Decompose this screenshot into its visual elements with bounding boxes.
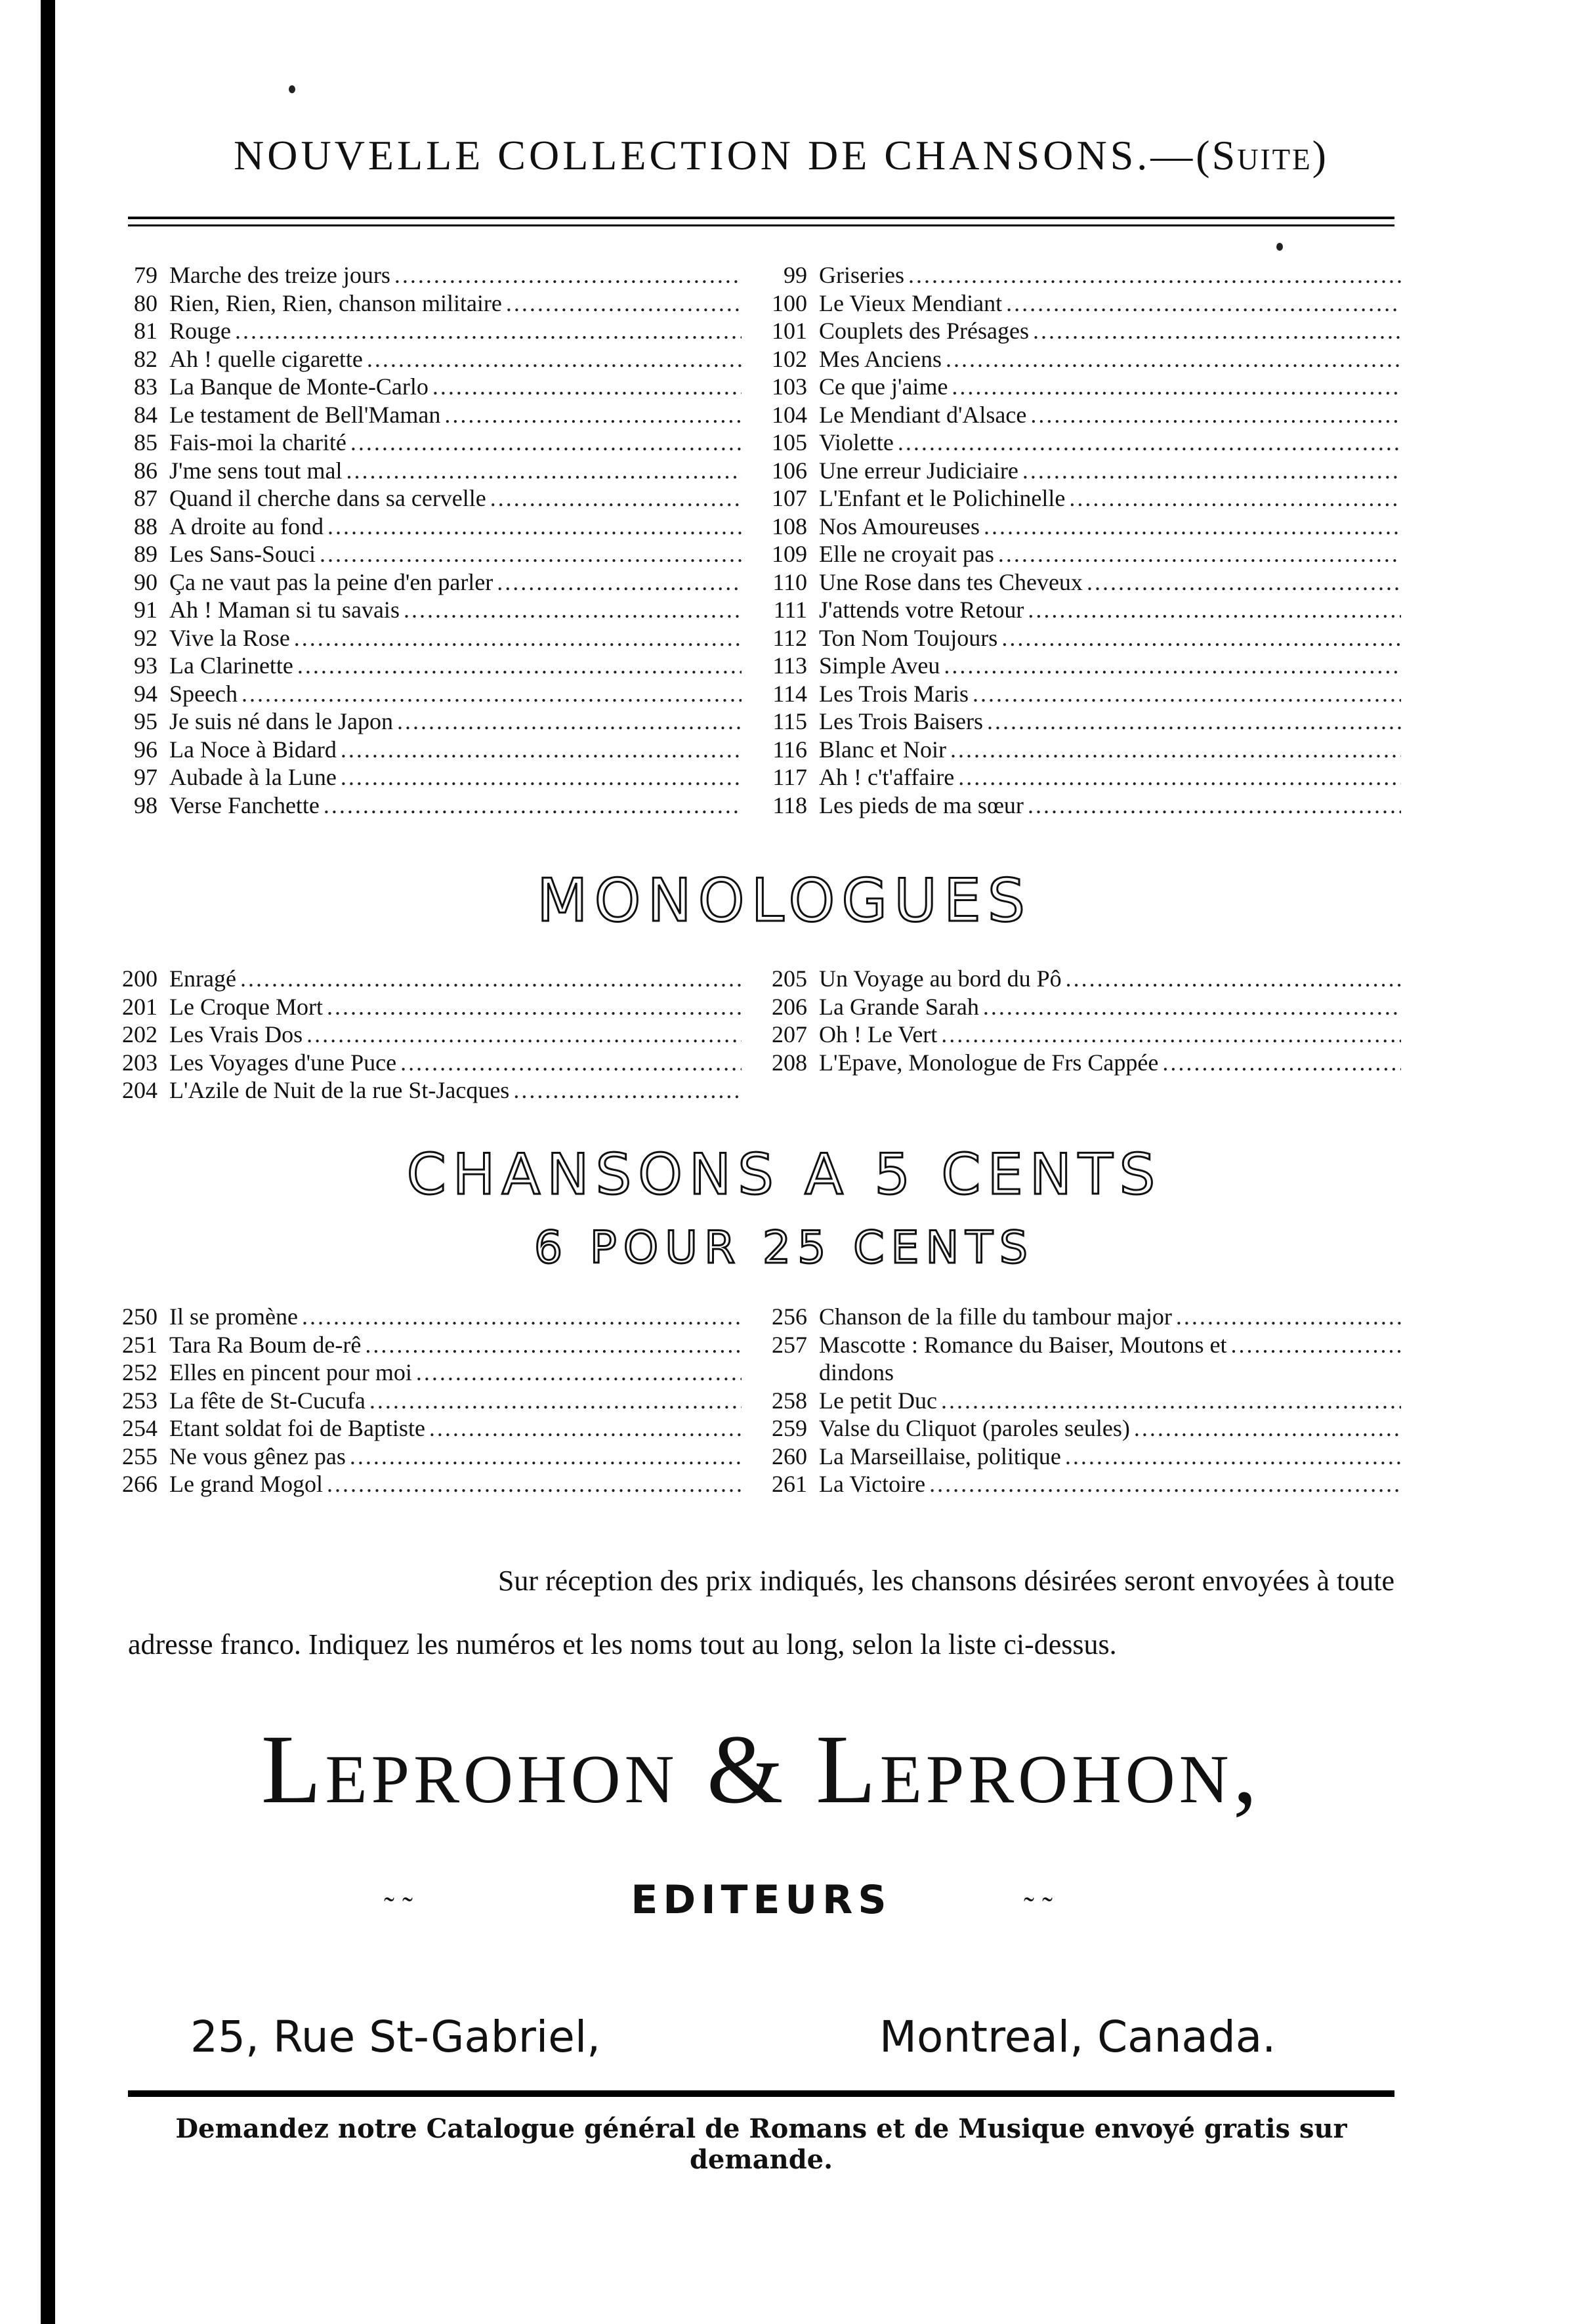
dot-leader [1062, 965, 1401, 993]
item-number: 84 [134, 401, 157, 428]
item-title: Chanson de la fille du tambour major [819, 1303, 1172, 1330]
dot-leader [946, 736, 1401, 764]
page-header [164, 131, 1398, 180]
dot-leader [969, 680, 1401, 708]
dot-leader [954, 763, 1401, 792]
list-item [118, 652, 742, 680]
item-title: Tara Ra Boum de-rê [169, 1331, 362, 1358]
item-number: 80 [134, 289, 157, 316]
list-item [768, 261, 1401, 289]
list-item [118, 1049, 742, 1077]
item-title: Oh ! Le Vert [819, 1021, 938, 1047]
item-number: 111 [773, 597, 807, 623]
dot-leader [440, 401, 742, 429]
ink-speck [1276, 243, 1283, 251]
page-spine-edge [41, 0, 55, 2324]
item-number: 253 [122, 1387, 157, 1414]
item-title: Le testament de Bell'Maman [169, 401, 441, 428]
monologues-left-column [118, 965, 742, 1105]
item-number: 85 [134, 429, 157, 455]
list-item [768, 708, 1401, 736]
item-number: 87 [134, 485, 157, 511]
dot-leader [346, 429, 742, 457]
list-item [118, 1076, 742, 1105]
item-title: Quand il cherche dans sa cervelle [169, 485, 486, 511]
dot-leader [997, 624, 1401, 652]
item-title: Nos Amoureuses [819, 513, 980, 539]
list-item [118, 1470, 742, 1498]
monologues-heading: MONOLOGUES [536, 866, 1032, 935]
list-item [768, 484, 1401, 513]
list-item [768, 624, 1401, 652]
item-title: Vive la Rose [169, 624, 290, 651]
item-number: 256 [772, 1303, 807, 1330]
dot-leader [1172, 1303, 1401, 1331]
item-number: 91 [134, 597, 157, 623]
list-item [768, 596, 1401, 624]
item-title: Enragé [169, 965, 236, 992]
list-item [768, 763, 1401, 792]
item-number: 96 [134, 736, 157, 763]
list-item [118, 429, 742, 457]
item-title: Une Rose dans tes Cheveux [819, 568, 1083, 595]
item-title: Speech [169, 680, 238, 707]
item-number: 258 [772, 1387, 807, 1414]
chansons-left-column [118, 261, 742, 819]
item-number: 204 [122, 1077, 157, 1103]
item-title: Violette [819, 429, 894, 455]
list-item [768, 1359, 1401, 1387]
item-title: Le petit Duc [819, 1387, 937, 1414]
list-item [768, 965, 1401, 993]
dot-leader [303, 1021, 742, 1049]
item-title: La Banque de Monte-Carlo [169, 373, 429, 400]
cinq-cents-heading: CHANSONS A 5 CENTS [406, 1142, 1162, 1208]
dot-leader [502, 289, 742, 318]
item-title: L'Azile de Nuit de la rue St-Jacques [169, 1077, 510, 1103]
list-item [118, 680, 742, 708]
header-rule [128, 224, 1394, 226]
item-number: 251 [122, 1331, 157, 1358]
list-item [768, 457, 1401, 485]
list-item [118, 261, 742, 289]
dot-leader [1018, 457, 1401, 485]
item-number: 105 [772, 429, 807, 455]
dot-leader [509, 1076, 742, 1105]
list-item [118, 1443, 742, 1471]
notice-line-1: Sur réception des prix indiqués, les chansons désirées seront envoyées à toute [497, 1565, 1394, 1597]
item-title: Les Vrais Dos [169, 1021, 303, 1047]
item-number: 116 [772, 736, 807, 763]
item-number: 266 [122, 1471, 157, 1497]
dot-leader [238, 680, 742, 708]
item-number: 93 [134, 652, 157, 679]
item-title: Fais-moi la charité [169, 429, 346, 455]
item-number: 208 [772, 1049, 807, 1076]
list-item [118, 457, 742, 485]
publisher-name: Leprohon & Leprohon, [261, 1715, 1262, 1824]
dot-leader [316, 540, 742, 568]
dot-leader [390, 261, 742, 289]
dot-leader [342, 457, 742, 485]
item-title: Le Croque Mort [169, 993, 323, 1020]
item-number: 107 [772, 485, 807, 511]
item-number: 203 [122, 1049, 157, 1076]
item-title: Ce que j'aime [819, 373, 948, 400]
dot-leader [236, 965, 742, 993]
item-title: Aubade à la Lune [169, 764, 337, 790]
list-item [768, 1303, 1401, 1331]
cinq-cents-subheading: 6 POUR 25 CENTS [534, 1222, 1035, 1274]
footer-catalogue-note: Demandez notre Catalogue général de Romans et de Musique envoyé gratis sur demande. [175, 2113, 1347, 2175]
list-item [118, 1331, 742, 1359]
dot-leader [290, 624, 742, 652]
list-item [118, 596, 742, 624]
item-title: Verse Fanchette [169, 792, 320, 818]
dot-leader [337, 763, 742, 792]
dot-leader [994, 540, 1401, 568]
list-item [118, 1414, 742, 1443]
dot-leader [231, 317, 742, 345]
item-title: Ton Nom Toujours [819, 624, 998, 651]
dot-leader [363, 345, 742, 373]
list-item [768, 1049, 1401, 1077]
list-item [768, 429, 1401, 457]
dot-leader [493, 568, 742, 597]
dot-leader [486, 484, 742, 513]
item-title: Mascotte : Romance du Baiser, Moutons et [819, 1331, 1227, 1358]
list-item [768, 736, 1401, 764]
list-item [118, 289, 742, 318]
item-title: Ah ! quelle cigarette [169, 345, 363, 372]
cinq-cents-left-column [118, 1303, 742, 1498]
dot-leader [1130, 1414, 1401, 1443]
list-item [118, 484, 742, 513]
list-item [118, 708, 742, 736]
item-number: 86 [134, 457, 157, 484]
list-item [768, 401, 1401, 429]
item-title: Blanc et Noir [819, 736, 946, 763]
list-item [118, 965, 742, 993]
header-rule [128, 217, 1394, 219]
list-item [768, 1414, 1401, 1443]
item-number: 95 [134, 708, 157, 734]
item-title: J'me sens tout mal [169, 457, 343, 484]
item-title: Les Trois Baisers [819, 708, 984, 734]
item-number: 106 [772, 457, 807, 484]
item-title: Elles en pincent pour moi [169, 1359, 412, 1385]
item-title: Le Mendiant d'Alsace [819, 401, 1027, 428]
dot-leader [983, 708, 1401, 736]
item-number: 103 [772, 373, 807, 400]
item-title: La Victoire [819, 1471, 926, 1497]
list-item [118, 792, 742, 820]
dot-leader [323, 993, 742, 1021]
list-item [768, 1021, 1401, 1049]
item-title: Griseries [819, 262, 904, 288]
list-item [768, 540, 1401, 568]
item-number: 81 [134, 318, 157, 344]
item-title: Je suis né dans le Japon [169, 708, 393, 734]
item-title: Rouge [169, 318, 231, 344]
item-title: L'Enfant et le Polichinelle [819, 485, 1066, 511]
item-title: Le Vieux Mendiant [819, 289, 1003, 316]
dot-leader [1024, 792, 1401, 820]
item-number: 115 [772, 708, 807, 734]
ornament-tilde: ˜ ˜ [1024, 1891, 1053, 1926]
item-title: Ne vous gênez pas [169, 1443, 346, 1469]
dot-leader [366, 1387, 742, 1415]
dot-leader [925, 1470, 1401, 1498]
dot-leader [393, 708, 742, 736]
ink-speck [289, 85, 295, 93]
list-item [118, 1303, 742, 1331]
item-number: 202 [122, 1021, 157, 1047]
list-item [768, 373, 1401, 401]
header-suite: (Suite) [1196, 132, 1328, 179]
notice-line-2: adresse franco. Indiquez les numéros et les noms tout au long, selon la liste ci-dessus. [128, 1628, 1117, 1660]
list-item [768, 513, 1401, 541]
list-item [118, 373, 742, 401]
item-number: 92 [134, 624, 157, 651]
list-item [768, 993, 1401, 1021]
list-item [768, 345, 1401, 373]
item-number: 82 [134, 345, 157, 372]
item-number: 257 [772, 1331, 807, 1358]
item-title: Marche des treize jours [169, 262, 390, 288]
dot-leader [396, 1049, 742, 1077]
list-item [118, 763, 742, 792]
item-title: Une erreur Judiciaire [819, 457, 1018, 484]
list-item [768, 1470, 1401, 1498]
item-title: La Marseillaise, politique [819, 1443, 1061, 1469]
list-item [118, 736, 742, 764]
item-title: L'Epave, Monologue de Frs Cappée [819, 1049, 1159, 1076]
dot-leader [361, 1331, 742, 1359]
item-title: Ah ! c't'affaire [819, 764, 955, 790]
item-number: 88 [134, 513, 157, 539]
item-title: Les Voyages d'une Puce [169, 1049, 397, 1076]
item-title: Rien, Rien, Rien, chanson militaire [169, 289, 502, 316]
item-number: 254 [122, 1415, 157, 1441]
item-number: 205 [772, 965, 807, 992]
dot-leader [324, 513, 742, 541]
dot-leader [412, 1359, 742, 1387]
item-number: 206 [772, 993, 807, 1020]
item-title: Les pieds de ma sœur [819, 792, 1024, 818]
cinq-cents-right-column [768, 1303, 1401, 1498]
list-item [118, 1387, 742, 1415]
item-title: J'attends votre Retour [819, 597, 1024, 623]
item-number: 100 [772, 289, 807, 316]
item-title: Elle ne croyait pas [819, 541, 994, 567]
item-number: 252 [122, 1359, 157, 1385]
item-title: Ça ne vaut pas la peine d'en parler [169, 568, 493, 595]
list-item [768, 652, 1401, 680]
list-item [118, 624, 742, 652]
dot-leader [940, 652, 1401, 680]
dot-leader [429, 373, 742, 401]
item-number: 108 [772, 513, 807, 539]
item-number: 97 [134, 764, 157, 790]
dot-leader [1002, 289, 1401, 318]
list-item [118, 513, 742, 541]
item-title: Les Sans-Souci [169, 541, 316, 567]
item-title: Ah ! Maman si tu savais [169, 597, 400, 623]
list-item [768, 1331, 1401, 1359]
dot-leader [1226, 1331, 1401, 1359]
item-number: 79 [134, 262, 157, 288]
dot-leader [894, 429, 1401, 457]
item-number: 261 [772, 1471, 807, 1497]
item-title: Un Voyage au bord du Pô [819, 965, 1062, 992]
list-item [118, 345, 742, 373]
item-title: Simple Aveu [819, 652, 940, 679]
list-item [768, 1387, 1401, 1415]
dot-leader [979, 993, 1401, 1021]
header-title: NOUVELLE COLLECTION DE CHANSONS.— [234, 132, 1196, 179]
dot-leader [1024, 596, 1401, 624]
dot-leader [937, 1387, 1401, 1415]
publisher-city: Montreal, Canada. [879, 2012, 1276, 2062]
item-title: Couplets des Présages [819, 318, 1029, 344]
item-number: 207 [772, 1021, 807, 1047]
list-item [118, 401, 742, 429]
dot-leader [337, 736, 742, 764]
item-number: 259 [772, 1415, 807, 1441]
dot-leader [980, 513, 1401, 541]
item-number: 114 [772, 680, 807, 707]
dot-leader [948, 373, 1401, 401]
item-number: 250 [122, 1303, 157, 1330]
item-number: 118 [772, 792, 807, 818]
item-number: 90 [134, 568, 157, 595]
item-number: 83 [134, 373, 157, 400]
item-number: 104 [772, 401, 807, 428]
list-item [768, 792, 1401, 820]
list-item [768, 680, 1401, 708]
item-title: Il se promène [169, 1303, 298, 1330]
item-number: 109 [772, 541, 807, 567]
footer-rule [128, 2090, 1394, 2097]
publisher-street: 25, Rue St-Gabriel, [190, 2012, 601, 2062]
list-item [768, 1443, 1401, 1471]
item-number: 110 [772, 568, 807, 595]
item-title: Mes Anciens [819, 345, 942, 372]
item-title: La Clarinette [169, 652, 293, 679]
list-item [118, 1021, 742, 1049]
dot-leader [942, 345, 1401, 373]
item-number: 98 [134, 792, 157, 818]
item-number: 112 [772, 624, 807, 651]
item-title: Les Trois Maris [819, 680, 969, 707]
chansons-right-column [768, 261, 1401, 819]
item-title: La fête de St-Cucufa [169, 1387, 366, 1414]
item-number: 255 [122, 1443, 157, 1469]
list-item [118, 568, 742, 597]
item-number: 200 [122, 965, 157, 992]
list-item [768, 289, 1401, 318]
dot-leader [298, 1303, 742, 1331]
item-number: 89 [134, 541, 157, 567]
item-title: Valse du Cliquot (paroles seules) [819, 1415, 1130, 1441]
dot-leader [1065, 484, 1401, 513]
item-number: 101 [772, 318, 807, 344]
dot-leader [1061, 1443, 1401, 1471]
list-item [768, 568, 1401, 597]
item-number: 94 [134, 680, 157, 707]
dot-leader [1029, 317, 1401, 345]
monologues-right-column [768, 965, 1401, 1076]
item-number: 201 [122, 993, 157, 1020]
dot-leader [346, 1443, 742, 1471]
publisher-role: EDITEURS [631, 1877, 892, 1923]
ornament-tilde: ˜ ˜ [384, 1891, 413, 1926]
dot-leader [400, 596, 742, 624]
item-title: Etant soldat foi de Baptiste [169, 1415, 425, 1441]
dot-leader [1026, 401, 1401, 429]
list-item [118, 1359, 742, 1387]
item-number: 113 [772, 652, 807, 679]
item-title: A droite au fond [169, 513, 324, 539]
dot-leader [320, 792, 742, 820]
dot-leader [323, 1470, 742, 1498]
list-item [118, 317, 742, 345]
list-item [118, 993, 742, 1021]
dot-leader [1083, 568, 1401, 597]
dot-leader [937, 1021, 1401, 1049]
item-number: 117 [772, 764, 807, 790]
dot-leader [1158, 1049, 1401, 1077]
item-title: La Grande Sarah [819, 993, 979, 1020]
dot-leader [293, 652, 742, 680]
item-number: 102 [772, 345, 807, 372]
item-title: La Noce à Bidard [169, 736, 337, 763]
item-number: 260 [772, 1443, 807, 1469]
dot-leader [425, 1414, 742, 1443]
item-title: Le grand Mogol [169, 1471, 323, 1497]
item-title: dindons [819, 1359, 894, 1385]
list-item [118, 540, 742, 568]
item-number: 99 [784, 262, 807, 288]
list-item [768, 317, 1401, 345]
dot-leader [904, 261, 1401, 289]
